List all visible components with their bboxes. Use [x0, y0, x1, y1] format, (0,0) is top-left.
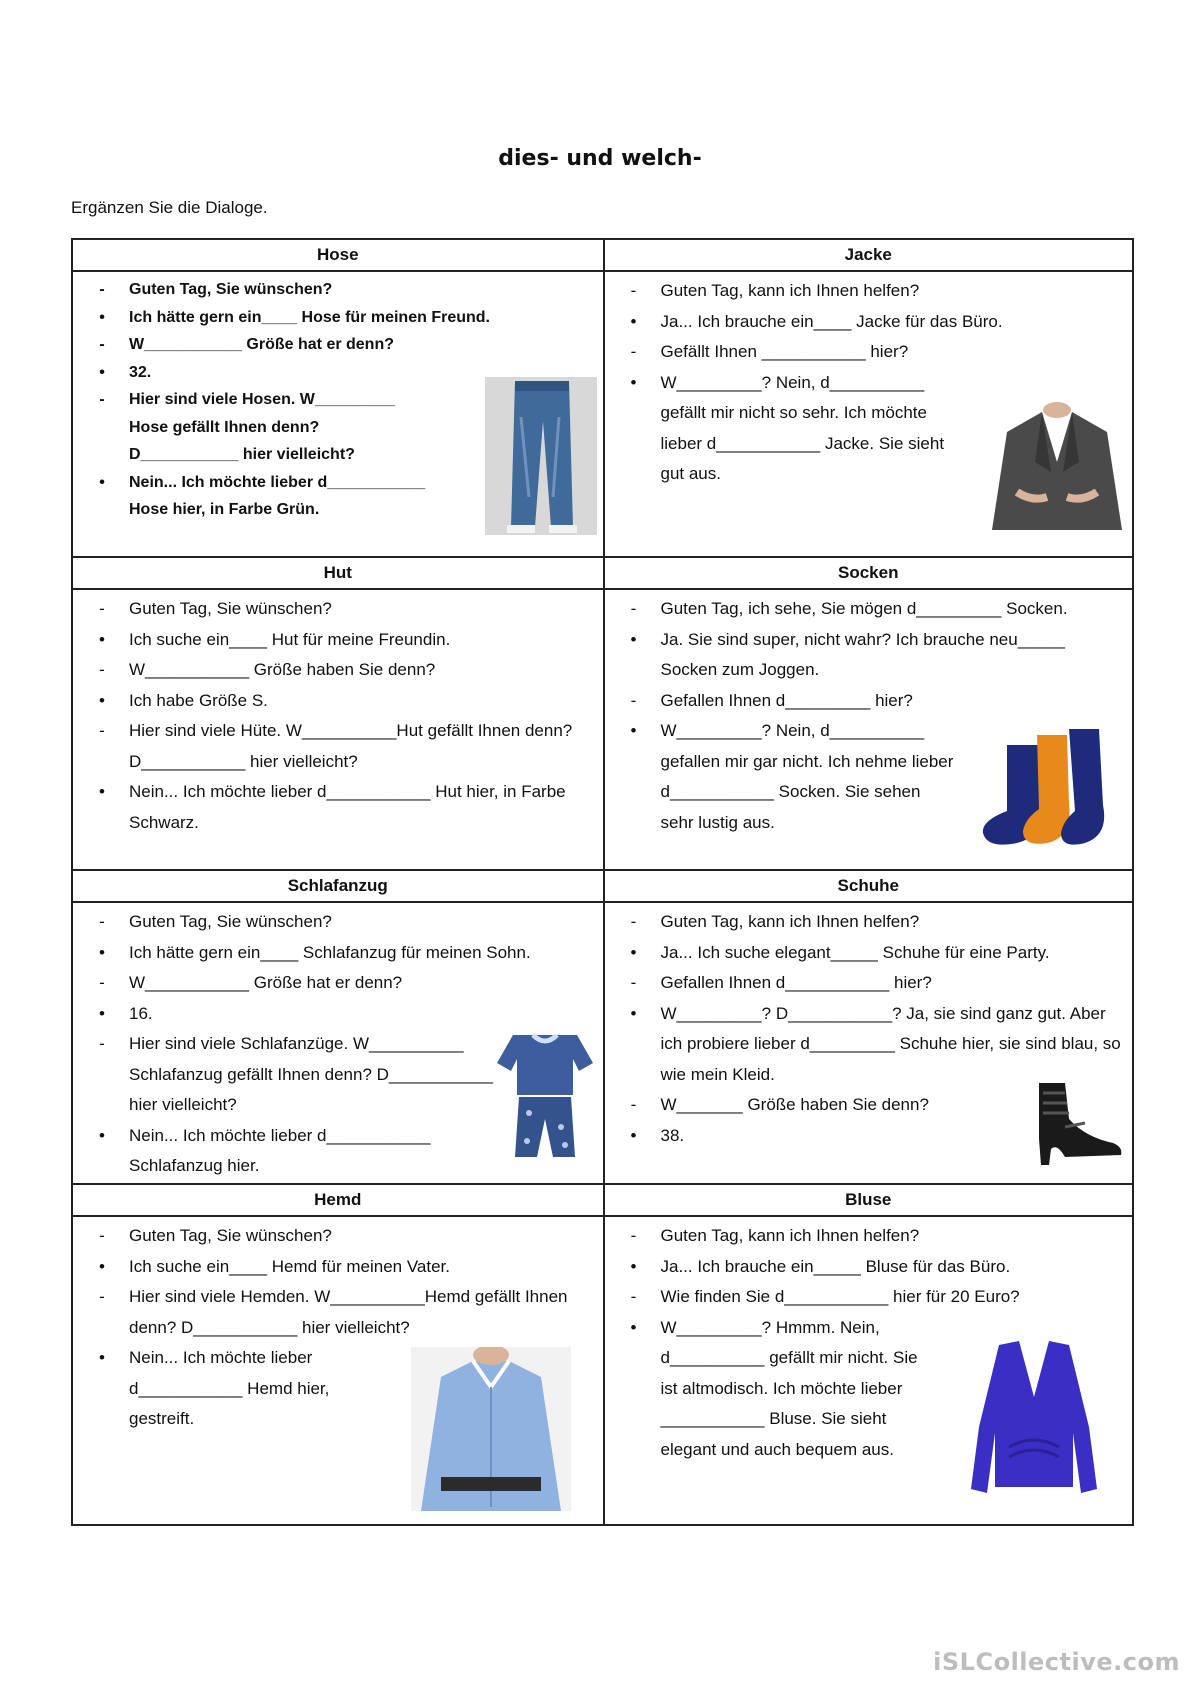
line-text: Gefallen Ihnen d_________ hier? [660, 690, 913, 710]
line-text: Gefällt Ihnen ___________ hier? [660, 342, 909, 361]
line-text: W_________? Nein, d__________ gefallen mir gar nicht. Ich nehme lieber d___________ Socken. Sie sehen sehr lustig aus. [660, 721, 954, 832]
bullet-mark: • [99, 942, 105, 962]
dialog-line [605, 938, 1127, 969]
dash-mark: - [99, 912, 105, 931]
worksheet-table [71, 238, 1134, 1526]
jeans-image [485, 377, 597, 535]
table-row [73, 240, 1132, 558]
dialog-line [73, 907, 597, 938]
dialog-list [73, 590, 603, 838]
line-text: Ich suche ein____ Hemd für meinen Vater. [129, 1256, 450, 1276]
dash-mark: - [630, 599, 637, 618]
bullet-mark: • [99, 363, 105, 381]
bullet-mark: • [630, 1317, 637, 1337]
dialog-line [605, 907, 1127, 938]
bullet-mark: • [630, 721, 637, 740]
table-row [73, 871, 1132, 1185]
dash-mark: - [99, 1287, 105, 1306]
bullet-mark: • [630, 311, 637, 331]
bullet-mark: • [99, 1348, 105, 1367]
line-text: Nein... Ich möchte lieber d___________ Hut hier, in Farbe Schwarz. [129, 782, 566, 832]
cell-heading: Hemd [73, 1185, 603, 1217]
cell-socken [603, 558, 1133, 869]
line-text: Gefallen Ihnen d___________ hier? [660, 973, 932, 992]
line-text: Ich habe Größe S. [129, 690, 268, 710]
line-text: 16. [129, 1003, 153, 1023]
bullet-mark: • [630, 1125, 637, 1145]
cell-heading: Schlafanzug [73, 871, 603, 903]
line-text: W___________ Größe haben Sie denn? [129, 660, 436, 679]
dialog-line [73, 716, 597, 777]
cell-heading: Hut [73, 558, 603, 590]
bullet-mark: • [99, 473, 105, 491]
bullet-mark: • [99, 690, 105, 710]
line-text: W___________ Größe hat er denn? [129, 336, 394, 353]
dialog-line [73, 331, 597, 359]
blouse-image [969, 1337, 1099, 1501]
line-text: Nein... Ich möchte lieber d___________ Hose hier, in Farbe Grün. [129, 473, 426, 518]
line-text: Guten Tag, Sie wünschen? [129, 1226, 332, 1245]
dash-mark: - [99, 660, 105, 679]
dialog-line [605, 276, 1127, 307]
line-text: Guten Tag, kann ich Ihnen helfen? [660, 912, 920, 931]
cell-hose [73, 240, 603, 556]
dialog-line [73, 304, 597, 332]
cell-heading: Jacke [605, 240, 1133, 272]
line-text: W_________? Hmmm. Nein, d__________ gefällt mir nicht. Sie ist altmodisch. Ich möchte lieber ___________ Bluse. Sie sieht elegant und auch bequem aus. [660, 1317, 918, 1459]
dialog-line [73, 777, 597, 838]
bullet-mark: • [630, 1256, 637, 1276]
dialog-line [73, 1252, 597, 1283]
bullet-mark: • [99, 308, 105, 326]
dialog-line [73, 276, 597, 304]
dash-mark: - [630, 690, 637, 710]
line-text: 32. [129, 363, 152, 381]
dialog-line [605, 625, 1127, 686]
line-text: Ich hätte gern ein____ Schlafanzug für meinen Sohn. [129, 942, 531, 962]
table-row [73, 1185, 1132, 1524]
dialog-line [73, 594, 597, 625]
dialog-line [605, 968, 1127, 999]
dialog-line [605, 999, 1127, 1091]
bullet-mark: • [99, 1125, 105, 1145]
cell-hemd [73, 1185, 603, 1524]
line-text: Guten Tag, Sie wünschen? [129, 912, 332, 931]
bullet-mark: • [99, 1003, 105, 1023]
cell-schlafanzug [73, 871, 603, 1183]
dialog-line [73, 1221, 597, 1252]
dash-mark: - [99, 281, 105, 298]
dialog-line [605, 337, 1127, 368]
line-text: Ja. Sie sind super, nicht wahr? Ich brauche neu_____ Socken zum Joggen. [660, 629, 1065, 679]
line-text: Nein... Ich möchte lieber d___________ Schlafanzug hier. [129, 1125, 431, 1175]
dialog-line [73, 1282, 597, 1343]
bullet-mark: • [99, 782, 105, 801]
bullet-mark: • [99, 1256, 105, 1276]
line-text: Ich hätte gern ein____ Hose für meinen Freund. [129, 308, 490, 326]
pajama-image [493, 1023, 597, 1163]
line-text: Ich suche ein____ Hut für meine Freundin. [129, 629, 451, 649]
line-text: Hier sind viele Hosen. W_________ Hose gefällt Ihnen denn? D___________ hier vielleicht? [129, 391, 395, 463]
dash-mark: - [630, 912, 637, 931]
bullet-mark: • [99, 629, 105, 649]
dash-mark: - [99, 721, 105, 740]
dash-mark: - [630, 342, 637, 361]
line-text: Hier sind viele Schlafanzüge. W__________ Schlafanzug gefällt Ihnen denn? D___________ hier vielleicht? [129, 1034, 493, 1114]
table-row [73, 558, 1132, 871]
dialog-line [73, 625, 597, 656]
dash-mark: - [630, 1095, 637, 1114]
shirt-image [411, 1347, 571, 1511]
line-text: Ja... Ich brauche ein_____ Bluse für das Büro. [660, 1256, 1011, 1276]
shoe-image [1025, 1079, 1125, 1167]
dash-mark: - [99, 973, 105, 992]
dash-mark: - [99, 1226, 105, 1245]
instruction: Ergänzen Sie die Dialoge. [71, 198, 268, 217]
dialog-line [73, 968, 597, 999]
line-text: Hier sind viele Hüte. W__________Hut gefällt Ihnen denn? D___________ hier vielleicht? [129, 721, 573, 771]
jacket-image [987, 402, 1127, 532]
watermark: iSLCollective.com [933, 1648, 1180, 1676]
bullet-mark: • [630, 942, 637, 962]
line-text: Ja... Ich suche elegant_____ Schuhe für eine Party. [660, 942, 1050, 962]
cell-hut [73, 558, 603, 869]
dialog-line [73, 655, 597, 686]
line-text: W___________ Größe hat er denn? [129, 973, 403, 992]
line-text: Guten Tag, Sie wünschen? [129, 281, 333, 298]
line-text: 38. [660, 1125, 685, 1145]
dialog-line [605, 1282, 1127, 1313]
dialog-line [605, 1252, 1127, 1283]
dash-mark: - [630, 281, 637, 300]
cell-heading: Hose [73, 240, 603, 272]
dash-mark: - [630, 1287, 637, 1306]
dash-mark: - [99, 391, 105, 408]
line-text: Guten Tag, Sie wünschen? [129, 599, 332, 618]
dialog-line [73, 938, 597, 969]
line-text: Guten Tag, kann ich Ihnen helfen? [660, 281, 920, 300]
cell-bluse [603, 1185, 1133, 1524]
cell-heading: Bluse [605, 1185, 1133, 1217]
line-text: W_______ Größe haben Sie denn? [660, 1095, 929, 1114]
line-text: Wie finden Sie d___________ hier für 20 Euro? [660, 1287, 1020, 1306]
line-text: Guten Tag, ich sehe, Sie mögen d_________ Socken. [660, 599, 1068, 618]
dialog-line [605, 1221, 1127, 1252]
dialog-line [605, 686, 1127, 717]
line-text: Ja... Ich brauche ein____ Jacke für das Büro. [660, 311, 1003, 331]
bullet-mark: • [630, 629, 637, 649]
socks-image [977, 725, 1127, 850]
dialog-line [73, 686, 597, 717]
dialog-line [605, 594, 1127, 625]
page-title: dies- und welch- [498, 146, 702, 171]
line-text: W_________? Nein, d__________ gefällt mir nicht so sehr. Ich möchte lieber d___________ Jacke. Sie sieht gut aus. [660, 372, 945, 483]
line-text: W_________? D___________? Ja, sie sind ganz gut. Aber ich probiere lieber d_________ Schuhe hier, sie sind blau, so wie mein Kleid. [660, 1003, 1121, 1084]
line-text: Nein... Ich möchte lieber d___________ Hemd hier, gestreift. [129, 1348, 330, 1428]
dash-mark: - [99, 599, 105, 618]
dash-mark: - [630, 973, 637, 992]
bullet-mark: • [630, 372, 637, 392]
dash-mark: - [630, 1226, 637, 1245]
line-text: Guten Tag, kann ich Ihnen helfen? [660, 1226, 920, 1245]
bullet-mark: • [630, 1003, 637, 1023]
dialog-line [605, 307, 1127, 338]
cell-heading: Socken [605, 558, 1133, 590]
cell-jacke [603, 240, 1133, 556]
dash-mark: - [99, 336, 105, 353]
line-text: Hier sind viele Hemden. W__________Hemd gefällt Ihnen denn? D___________ hier vielleicht? [129, 1287, 568, 1337]
cell-heading: Schuhe [605, 871, 1133, 903]
cell-schuhe [603, 871, 1133, 1183]
dash-mark: - [99, 1034, 105, 1053]
